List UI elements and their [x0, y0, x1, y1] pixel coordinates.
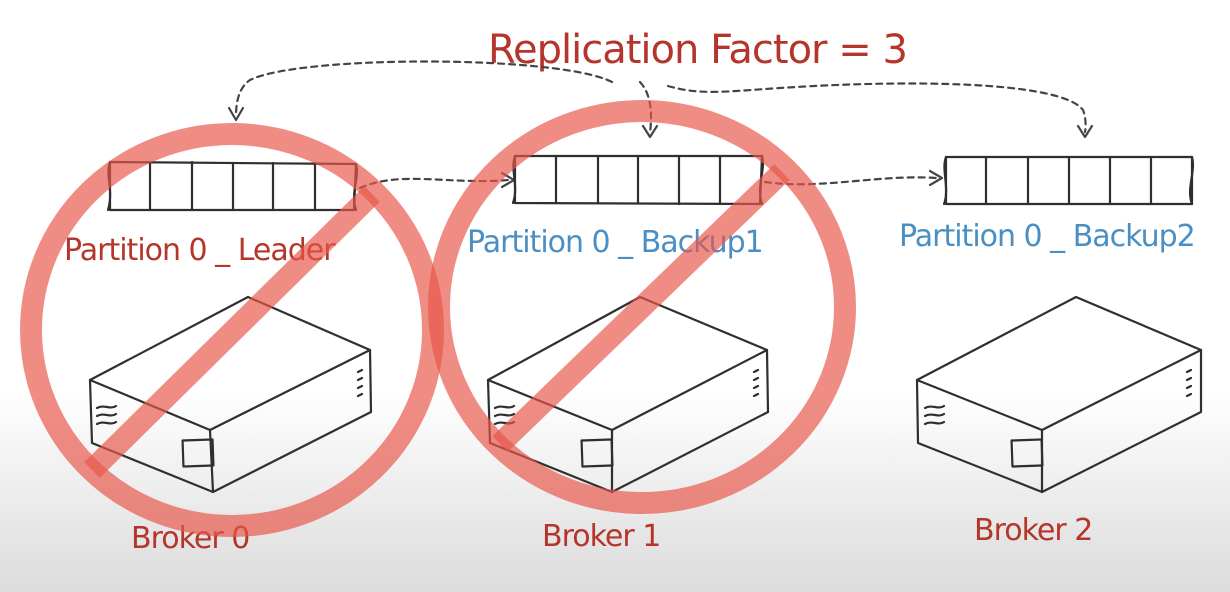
- partition-label-backup2: Partition 0 _ Backup2: [899, 219, 1195, 254]
- broker-label-1: Broker 1: [542, 519, 661, 554]
- partition-label-leader: Partition 0 _ Leader: [64, 233, 335, 268]
- partition-log-icon: [108, 162, 357, 210]
- broker-label-0: Broker 0: [131, 521, 250, 556]
- prohibited-icon: [439, 111, 845, 503]
- diagram-title: Replication Factor = 3: [488, 27, 907, 73]
- partition-log-icon: [513, 156, 763, 204]
- server-box-icon: [917, 297, 1201, 492]
- broker-label-2: Broker 2: [974, 513, 1093, 548]
- partition-label-backup1: Partition 0 _ Backup1: [467, 225, 763, 260]
- partition-log-icon: [944, 157, 1193, 204]
